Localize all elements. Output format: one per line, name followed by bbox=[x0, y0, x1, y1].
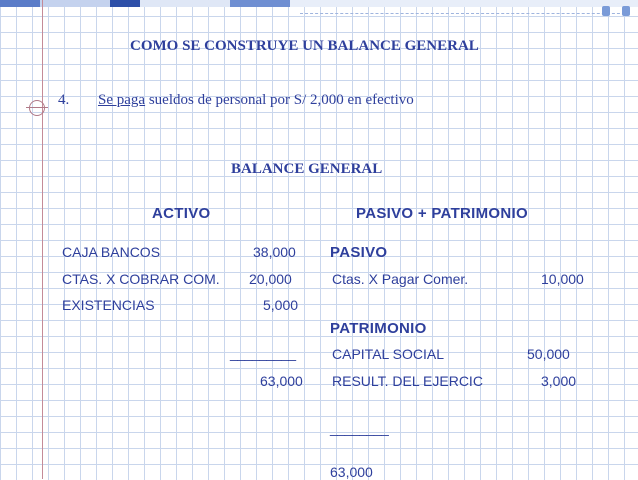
pasivo-label: PASIVO bbox=[330, 244, 388, 261]
activo-total: 63,000 bbox=[260, 373, 303, 389]
pasivo-row-value: 10,000 bbox=[541, 271, 584, 287]
patrimonio-row-value: 50,000 bbox=[527, 346, 570, 362]
activo-row-label: CTAS. X COBRAR COM. bbox=[62, 271, 220, 287]
punch-hole bbox=[29, 100, 45, 116]
header-ornament bbox=[602, 6, 610, 16]
header-strip bbox=[0, 0, 638, 7]
punch-hole-line bbox=[26, 107, 48, 108]
activo-row-label: CAJA BANCOS bbox=[62, 244, 161, 260]
page-title: COMO SE CONSTRUYE UN BALANCE GENERAL bbox=[130, 38, 479, 54]
patrimonio-row-value: 3,000 bbox=[541, 373, 577, 389]
item-text-underlined: Se paga bbox=[98, 92, 146, 108]
activo-row-label: EXISTENCIAS bbox=[62, 297, 155, 313]
pasivo-total-rule: ________ bbox=[330, 420, 389, 436]
activo-heading: ACTIVO bbox=[152, 205, 211, 222]
patrimonio-row-label: CAPITAL SOCIAL bbox=[332, 346, 445, 362]
item-text bbox=[98, 92, 414, 109]
pasivo-total: 63,000 bbox=[330, 464, 373, 480]
pasivo-row-label: Ctas. X Pagar Comer. bbox=[332, 271, 469, 287]
item-number: 4. bbox=[58, 92, 70, 108]
activo-total-rule: _________ bbox=[230, 345, 296, 361]
header-ornament bbox=[622, 6, 630, 16]
header-dashes bbox=[300, 13, 630, 18]
activo-row-value: 5,000 bbox=[263, 297, 299, 313]
balance-title: BALANCE GENERAL bbox=[231, 161, 383, 177]
pasivo-patrimonio-heading: PASIVO + PATRIMONIO bbox=[356, 205, 528, 222]
patrimonio-label: PATRIMONIO bbox=[330, 320, 427, 337]
activo-row-value: 20,000 bbox=[249, 271, 292, 287]
item-text-rest: sueldos de personal por S/ 2,000 en efectivo bbox=[145, 92, 414, 108]
margin-line bbox=[42, 0, 43, 479]
patrimonio-row-label: RESULT. DEL EJERCIC bbox=[332, 373, 483, 389]
activo-row-value: 38,000 bbox=[253, 244, 296, 260]
